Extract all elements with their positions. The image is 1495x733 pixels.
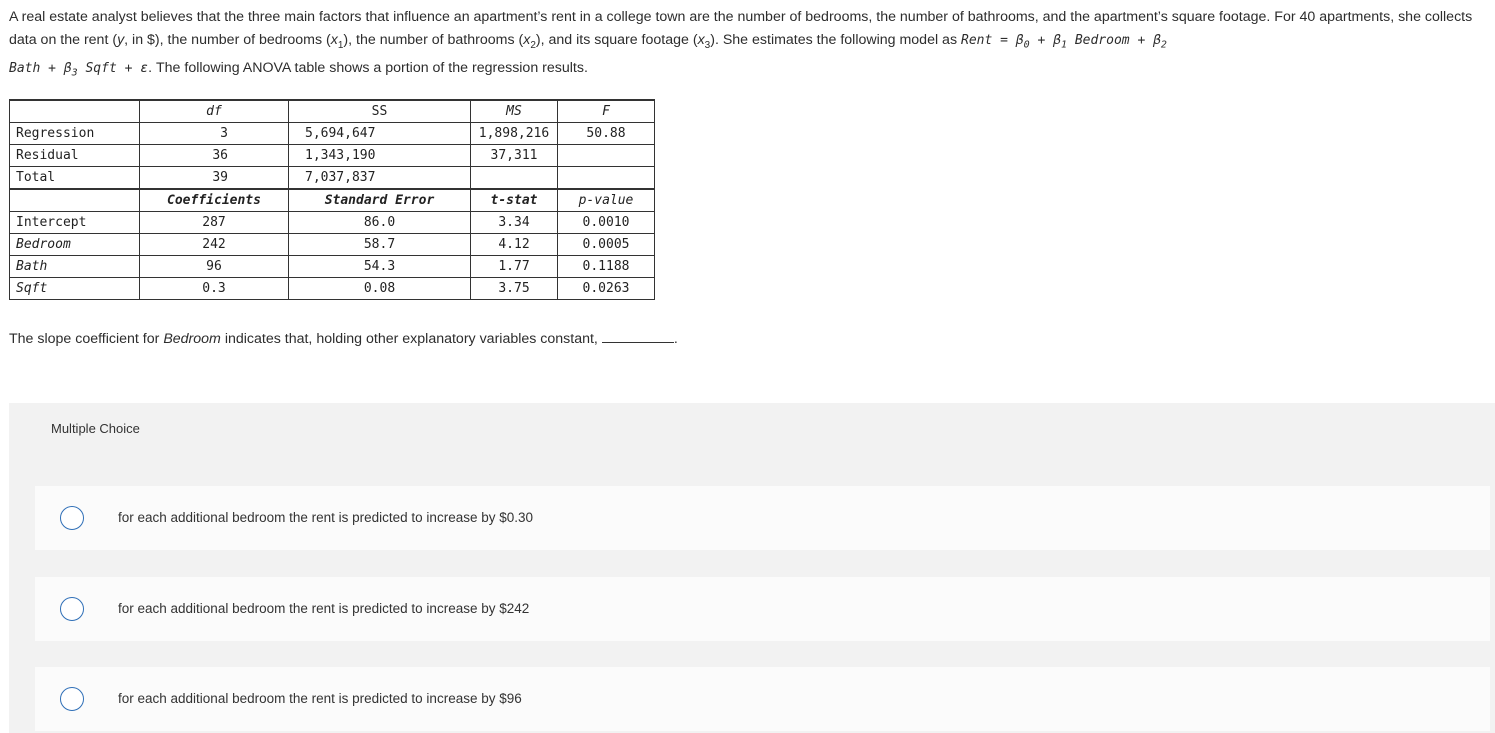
question-prompt <box>9 330 678 347</box>
table-cell: Total <box>10 167 140 190</box>
eq-part: Bedroom + β <box>1067 33 1161 48</box>
table-cell: 1.77 <box>471 256 558 278</box>
table-cell: 7,037,837 <box>289 167 471 190</box>
sub: 2 <box>1160 39 1167 51</box>
table-row <box>10 167 655 190</box>
table-row <box>10 256 655 278</box>
var-x2: x <box>523 32 531 48</box>
sub: 2 <box>530 39 536 51</box>
table-cell: 50.88 <box>558 123 655 145</box>
choice-option-3[interactable] <box>35 667 1490 731</box>
table-header: df <box>140 100 289 123</box>
table-cell <box>10 189 140 212</box>
table-cell: Regression <box>10 123 140 145</box>
question-part: , in $), the number of bedrooms ( <box>124 32 331 48</box>
table-cell: 1,343,190 <box>289 145 471 167</box>
question-part: ), the number of bathrooms ( <box>343 32 524 48</box>
eq-part: Rent = β <box>961 33 1024 48</box>
sub: 3 <box>704 39 711 51</box>
choice-label: for each additional bedroom the rent is predicted to increase by $0.30 <box>118 510 534 525</box>
table-cell: 0.0005 <box>558 234 655 256</box>
table-cell: 39 <box>140 167 289 190</box>
table-cell: 3.75 <box>471 278 558 300</box>
table-cell: 54.3 <box>289 256 471 278</box>
question-part: ). She estimates the following model as <box>710 32 961 48</box>
table-cell: Residual <box>10 145 140 167</box>
question-part: ), and its square footage ( <box>535 32 698 48</box>
choice-option-2[interactable] <box>35 577 1490 641</box>
table-cell: 0.3 <box>140 278 289 300</box>
var-x3: x <box>697 32 705 48</box>
question-intro: A real estate analyst believes that the three main factors that influence an apartment’s rent in a college town are the number of bedrooms, the number of bathrooms, and the apartment’s square footage. For 40 apartments, she collects data on the rent ( <box>9 9 1473 48</box>
regression-table <box>9 99 655 300</box>
table-row <box>10 145 655 167</box>
table-cell <box>10 100 140 123</box>
table-cell: 4.12 <box>471 234 558 256</box>
table-cell: 0.0263 <box>558 278 655 300</box>
table-cell: 37,311 <box>471 145 558 167</box>
table-cell <box>558 167 655 190</box>
sub: 3 <box>71 67 78 79</box>
table-header: Coefficients <box>140 189 289 212</box>
table-cell: 3 <box>140 123 289 145</box>
table-header: MS <box>471 100 558 123</box>
anova-header-row <box>10 100 655 123</box>
answer-blank <box>602 330 674 343</box>
coef-header-row <box>10 189 655 212</box>
table-cell: 58.7 <box>289 234 471 256</box>
radio-button[interactable] <box>60 506 84 530</box>
eq-part: + β <box>1029 33 1061 48</box>
choices-container <box>9 453 1495 733</box>
prompt-variable: Bedroom <box>163 331 221 347</box>
table-cell: 5,694,647 <box>289 123 471 145</box>
table-row <box>10 123 655 145</box>
table-header: Standard Error <box>289 189 471 212</box>
sub: 0 <box>1023 39 1030 51</box>
eq-part: Bath + β <box>9 60 72 76</box>
table-cell: 242 <box>140 234 289 256</box>
var-y: y <box>117 32 125 48</box>
table-cell: 3.34 <box>471 212 558 234</box>
table-cell: Intercept <box>10 212 140 234</box>
table-cell: 1,898,216 <box>471 123 558 145</box>
table-cell: 96 <box>140 256 289 278</box>
table-header: p-value <box>558 189 655 212</box>
radio-button[interactable] <box>60 687 84 711</box>
eq-part: Sqft + ε <box>77 60 149 76</box>
table-cell: 0.0010 <box>558 212 655 234</box>
table-cell: Bath <box>10 256 140 278</box>
table-cell: 86.0 <box>289 212 471 234</box>
question-part: . The following ANOVA table shows a portion of the regression results. <box>148 59 588 76</box>
choice-option-1[interactable] <box>35 486 1490 550</box>
table-cell: Sqft <box>10 278 140 300</box>
table-header: SS <box>289 100 471 123</box>
table-header: t-stat <box>471 189 558 212</box>
multiple-choice-label: Multiple Choice <box>51 421 140 436</box>
radio-button[interactable] <box>60 597 84 621</box>
table-cell: 0.08 <box>289 278 471 300</box>
question-text <box>9 6 1489 84</box>
table-header: F <box>558 100 655 123</box>
table-cell: 36 <box>140 145 289 167</box>
sub: 1 <box>337 39 344 51</box>
choice-label: for each additional bedroom the rent is predicted to increase by $242 <box>118 601 530 616</box>
prompt-text: The slope coefficient for <box>9 331 164 347</box>
choice-label: for each additional bedroom the rent is predicted to increase by $96 <box>118 691 522 706</box>
table-row <box>10 278 655 300</box>
prompt-text: . <box>673 331 678 347</box>
table-row <box>10 234 655 256</box>
table-cell: 0.1188 <box>558 256 655 278</box>
sub: 1 <box>1060 39 1067 51</box>
multiple-choice-header <box>9 403 1495 453</box>
table-cell: Bedroom <box>10 234 140 256</box>
table-cell <box>558 145 655 167</box>
var-x1: x <box>330 32 338 48</box>
table-cell <box>471 167 558 190</box>
prompt-text: indicates that, holding other explanatory variables constant, <box>220 331 602 347</box>
table-row <box>10 212 655 234</box>
table-cell: 287 <box>140 212 289 234</box>
